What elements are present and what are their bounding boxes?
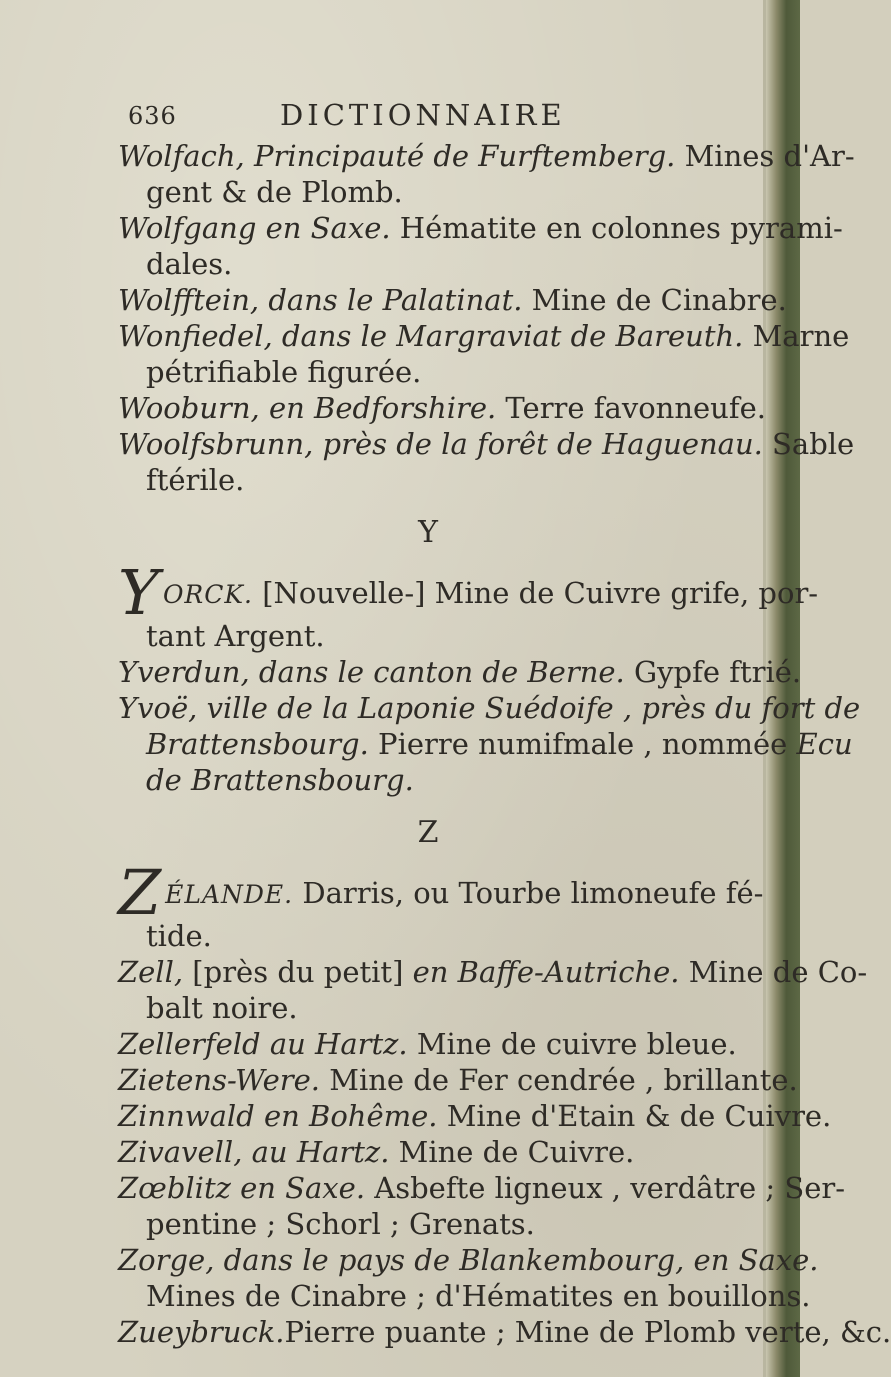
entry-location: , dans le Palatinat.	[249, 283, 523, 317]
entry-location: en Bohême.	[254, 1099, 438, 1133]
entry-location: Brattensbourg.	[146, 727, 369, 761]
entry-continuation: tant Argent.	[146, 619, 325, 653]
entry-wolfftein	[118, 282, 787, 318]
entry-zorge	[118, 1242, 819, 1278]
section-heading-z: Z	[417, 815, 439, 850]
entry-location: , près de la forêt de Haguenau.	[304, 427, 763, 461]
entry-zellerfeld	[118, 1026, 758, 1062]
entry-description: Pierre numifmale , nommée	[368, 727, 797, 761]
entry-name: ÉLANDE.	[165, 880, 294, 909]
entry-description: Mine d'Etain & de Cuivre.	[437, 1099, 832, 1133]
entry-description: [Nouvelle-] Mine de Cuivre grife, por-	[253, 576, 819, 610]
entry-name: Zellerfeld	[118, 1027, 261, 1061]
entry-location: en Saxe.	[256, 211, 391, 245]
entry-wolfach	[118, 138, 855, 174]
entry-name: Zœblitz	[118, 1171, 231, 1205]
entry-term: Ecu	[796, 727, 853, 761]
entry-zietens-were	[118, 1062, 798, 1098]
entry-continuation: Mines de Cinabre ; d'Hématites en bouillons.	[146, 1279, 811, 1313]
entry-name: Wolfgang	[118, 211, 257, 245]
entry-location: , ville de la Laponie Suédoife , près du fort de	[188, 691, 861, 725]
page-header	[128, 98, 688, 142]
entry-continuation: tide.	[146, 919, 212, 953]
entry-continuation	[118, 726, 853, 762]
entry-name: Zueybruck.	[118, 1315, 285, 1349]
entry-name: Woolfsbrunn	[118, 427, 305, 461]
entry-description: Mine de Fer cendrée , brillante.	[320, 1063, 798, 1097]
entry-location: , en Bedforshire.	[250, 391, 497, 425]
entry-name: Wooburn	[118, 391, 251, 425]
entry-name: Zivavell,	[118, 1135, 243, 1169]
entry-continuation: dales.	[146, 247, 233, 281]
entry-zoeblitz	[118, 1170, 846, 1206]
entry-name: Zell,	[118, 955, 184, 989]
entry-zueybruck	[118, 1314, 891, 1350]
entry-zinnwald	[118, 1098, 832, 1134]
entry-continuation: pentine ; Schorl ; Grenats.	[146, 1207, 535, 1241]
entry-wolfgang	[118, 210, 843, 246]
entry-zell	[118, 954, 868, 990]
entry-location: en Saxe.	[230, 1171, 366, 1205]
entry-description: Mine de Cuivre.	[389, 1135, 635, 1169]
page-number: 636	[128, 102, 177, 130]
entry-name: Yvoë	[118, 691, 189, 725]
entry-name: Zinnwald	[118, 1099, 255, 1133]
entry-location: au Hartz.	[242, 1135, 390, 1169]
entry-continuation: pétrifiable figurée.	[146, 355, 422, 389]
entry-continuation: balt noire.	[146, 991, 298, 1025]
entry-location: , dans le Margraviat de Bareuth.	[263, 319, 744, 353]
entry-name: Wolfftein	[118, 283, 250, 317]
entry-yorck	[118, 556, 819, 629]
running-head: DICTIONNAIRE	[280, 98, 566, 132]
entry-continuation: de Brattensbourg.	[146, 763, 414, 797]
entry-location: , Principauté de Furftemberg.	[235, 139, 676, 173]
entry-description: Marne	[743, 319, 850, 353]
entry-location: , dans le pays de Blankembourg, en Saxe.	[205, 1243, 819, 1277]
entry-zivavell	[118, 1134, 758, 1170]
entry-name: Wonfiedel	[118, 319, 264, 353]
entry-description: Darris, ou Tourbe limoneufe fé-	[293, 876, 764, 910]
entry-continuation: gent & de Plomb.	[146, 175, 403, 209]
entry-continuation: ftérile.	[146, 463, 245, 497]
entry-description: Gypfe ftrié.	[624, 655, 802, 689]
entry-name: Yverdun	[118, 655, 241, 689]
drop-cap: Y	[118, 556, 159, 629]
entry-woolfsbrunn	[118, 426, 855, 462]
dictionary-text	[118, 138, 891, 1350]
entry-name: Zorge	[118, 1243, 206, 1277]
entry-description: Mine de cuivre bleue.	[407, 1027, 737, 1061]
entry-wonfiedel	[118, 318, 850, 354]
drop-cap: Z	[118, 856, 162, 929]
entry-description: Sable	[762, 427, 855, 461]
entry-name: Wolfach	[118, 139, 236, 173]
section-heading-y: Y	[418, 515, 438, 550]
entry-name: Zietens-Were.	[118, 1063, 321, 1097]
entry-yverdun	[118, 654, 802, 690]
entry-wooburn	[118, 390, 766, 426]
entry-name: ORCK.	[162, 580, 254, 609]
entry-qualifier: [près du petit]	[183, 955, 413, 989]
entry-description: Hématite en colonnes pyrami-	[390, 211, 843, 245]
entry-description: Terre favonneufe.	[496, 391, 766, 425]
entry-location: en Baffe-Autriche.	[412, 955, 680, 989]
entry-location: au Hartz.	[260, 1027, 408, 1061]
entry-description: Mines d'Ar-	[675, 139, 855, 173]
entry-description: Mine de Co-	[679, 955, 868, 989]
entry-location: , dans le canton de Berne.	[240, 655, 625, 689]
entry-description: Pierre puante ; Mine de Plomb verte, &c.	[284, 1315, 891, 1349]
entry-description: Mine de Cinabre.	[522, 283, 787, 317]
entry-description: Asbefte ligneux , verdâtre ; Ser-	[365, 1171, 846, 1205]
entry-yvoe	[118, 690, 861, 726]
entry-zelande	[118, 856, 764, 929]
